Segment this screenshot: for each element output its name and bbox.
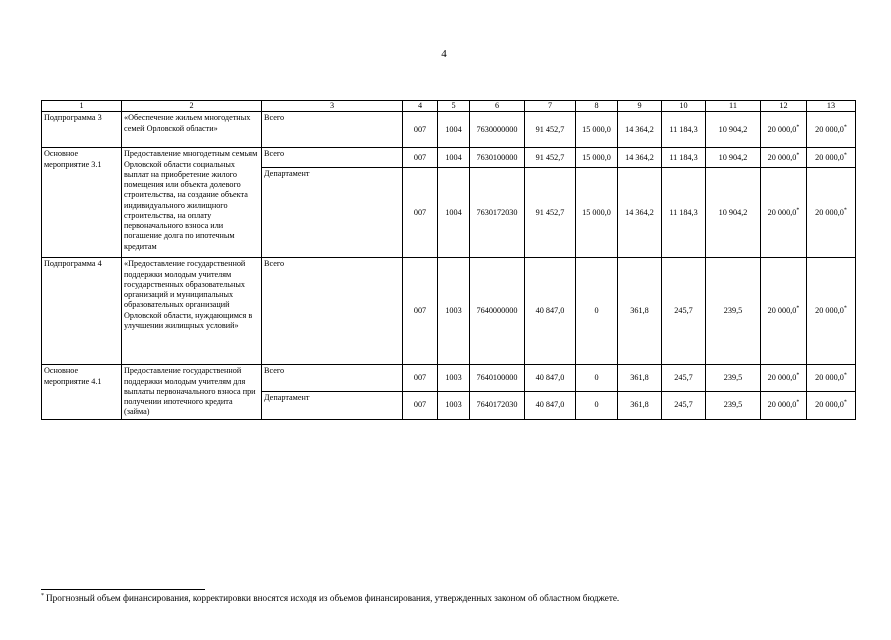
header-cell: 12 — [761, 101, 807, 112]
table-header-row — [42, 101, 856, 112]
financing-table — [41, 100, 856, 420]
amount-y4: 10 904,2 — [706, 168, 761, 258]
item-name: Предоставление государственной поддержки молодым учителям для выплаты первоначального взноса при получении ипотечного кредита (займа) — [122, 365, 262, 419]
amount-value: 20 000,0 — [767, 373, 797, 383]
forecast-asterisk: * — [843, 399, 847, 406]
amount-y1: 15 000,0 — [576, 112, 618, 148]
header-cell: 5 — [438, 101, 470, 112]
header-cell: 6 — [470, 101, 525, 112]
amount-y4: 10 904,2 — [706, 148, 761, 168]
funding-source: Всего — [262, 258, 403, 365]
item-code: Подпрограмма 4 — [42, 258, 122, 365]
forecast-asterisk: * — [796, 123, 800, 130]
amount-value: 20 000,0 — [767, 152, 797, 162]
item-name: Предоставление многодетным семьям Орловской области социальных выплат на приобретение жилого помещения или объекта долевого строительства, на создание объекта индивидуального жилищного строительства, на оплату первоначального взноса или погашение долга по ипотечным кредитам — [122, 148, 262, 258]
forecast-asterisk: * — [843, 305, 847, 312]
amount-y1: 15 000,0 — [576, 148, 618, 168]
forecast-asterisk: * — [843, 372, 847, 379]
amount-y2: 361,8 — [618, 392, 662, 419]
item-code: Основное мероприятие 4.1 — [42, 365, 122, 419]
amount-y4: 239,5 — [706, 392, 761, 419]
amount-y4: 239,5 — [706, 365, 761, 392]
header-cell: 11 — [706, 101, 761, 112]
amount-y5 — [761, 392, 807, 419]
amount-value: 20 000,0 — [767, 124, 797, 134]
header-cell: 13 — [807, 101, 856, 112]
amount-y3: 245,7 — [662, 365, 706, 392]
amount-y6 — [807, 392, 856, 419]
amount-y2: 361,8 — [618, 258, 662, 365]
csr-code: 7640000000 — [470, 258, 525, 365]
amount-y5 — [761, 168, 807, 258]
funding-source: Всего — [262, 148, 403, 168]
amount-y6 — [807, 258, 856, 365]
forecast-asterisk: * — [843, 206, 847, 213]
funding-source: Департамент — [262, 392, 403, 419]
amount-total: 91 452,7 — [525, 148, 576, 168]
rzpr-code: 1004 — [438, 148, 470, 168]
amount-y3: 11 184,3 — [662, 148, 706, 168]
amount-y4: 10 904,2 — [706, 112, 761, 148]
csr-code: 7630000000 — [470, 112, 525, 148]
amount-y2: 361,8 — [618, 365, 662, 392]
forecast-asterisk: * — [796, 305, 800, 312]
amount-value: 20 000,0 — [815, 400, 844, 410]
grbs-code: 007 — [403, 168, 438, 258]
funding-source: Всего — [262, 112, 403, 148]
amount-value: 20 000,0 — [767, 207, 797, 217]
funding-source: Департамент — [262, 168, 403, 258]
amount-y1: 0 — [576, 392, 618, 419]
forecast-asterisk: * — [796, 151, 800, 158]
amount-y2: 14 364,2 — [618, 112, 662, 148]
amount-value: 20 000,0 — [815, 306, 844, 316]
rzpr-code: 1004 — [438, 112, 470, 148]
grbs-code: 007 — [403, 112, 438, 148]
table-row — [42, 365, 856, 392]
rzpr-code: 1003 — [438, 392, 470, 419]
amount-y3: 11 184,3 — [662, 168, 706, 258]
amount-y6 — [807, 148, 856, 168]
rzpr-code: 1003 — [438, 365, 470, 392]
item-name: «Обеспечение жильем многодетных семей Орловской области» — [122, 112, 262, 148]
amount-total: 91 452,7 — [525, 112, 576, 148]
item-code: Подпрограмма 3 — [42, 112, 122, 148]
amount-value: 20 000,0 — [815, 152, 844, 162]
amount-value: 20 000,0 — [815, 124, 844, 134]
amount-total: 91 452,7 — [525, 168, 576, 258]
grbs-code: 007 — [403, 365, 438, 392]
amount-y6 — [807, 168, 856, 258]
footnote-marker: * — [41, 592, 44, 599]
header-cell: 9 — [618, 101, 662, 112]
csr-code: 7630172030 — [470, 168, 525, 258]
amount-y2: 14 364,2 — [618, 168, 662, 258]
amount-total: 40 847,0 — [525, 365, 576, 392]
footnote-divider — [41, 589, 205, 590]
amount-total: 40 847,0 — [525, 258, 576, 365]
amount-value: 20 000,0 — [815, 207, 844, 217]
forecast-asterisk: * — [796, 399, 800, 406]
header-cell: 2 — [122, 101, 262, 112]
grbs-code: 007 — [403, 258, 438, 365]
csr-code: 7630100000 — [470, 148, 525, 168]
header-cell: 1 — [42, 101, 122, 112]
amount-y6 — [807, 365, 856, 392]
amount-y5 — [761, 148, 807, 168]
header-cell: 8 — [576, 101, 618, 112]
header-cell: 7 — [525, 101, 576, 112]
amount-value: 20 000,0 — [767, 400, 797, 410]
amount-y1: 0 — [576, 365, 618, 392]
amount-total: 40 847,0 — [525, 392, 576, 419]
rzpr-code: 1004 — [438, 168, 470, 258]
forecast-asterisk: * — [843, 123, 847, 130]
amount-y5 — [761, 258, 807, 365]
page-number: 4 — [441, 48, 447, 60]
amount-y1: 15 000,0 — [576, 168, 618, 258]
amount-y3: 11 184,3 — [662, 112, 706, 148]
table-row — [42, 258, 856, 365]
amount-y5 — [761, 365, 807, 392]
amount-y3: 245,7 — [662, 258, 706, 365]
header-cell: 4 — [403, 101, 438, 112]
table-row — [42, 148, 856, 168]
amount-y4: 239,5 — [706, 258, 761, 365]
forecast-asterisk: * — [843, 151, 847, 158]
amount-value: 20 000,0 — [815, 373, 844, 383]
amount-value: 20 000,0 — [767, 306, 797, 316]
amount-y1: 0 — [576, 258, 618, 365]
amount-y2: 14 364,2 — [618, 148, 662, 168]
grbs-code: 007 — [403, 392, 438, 419]
footnote — [41, 593, 841, 603]
item-name: «Предоставление государственной поддержки молодым учителям государственных образовательных организаций и муниципальных образовательных организаций Орловской области, нуждающимся в улучшении жилищных условий» — [122, 258, 262, 365]
item-code: Основное мероприятие 3.1 — [42, 148, 122, 258]
csr-code: 7640100000 — [470, 365, 525, 392]
amount-y3: 245,7 — [662, 392, 706, 419]
forecast-asterisk: * — [796, 206, 800, 213]
forecast-asterisk: * — [796, 372, 800, 379]
amount-y5 — [761, 112, 807, 148]
amount-y6 — [807, 112, 856, 148]
header-cell: 10 — [662, 101, 706, 112]
table-row — [42, 112, 856, 148]
rzpr-code: 1003 — [438, 258, 470, 365]
header-cell: 3 — [262, 101, 403, 112]
funding-source: Всего — [262, 365, 403, 392]
footnote-text: Прогнозный объем финансирования, корректировки вносятся исходя из объемов финансирования, утвержденных законом об областном бюджете. — [46, 593, 620, 603]
grbs-code: 007 — [403, 148, 438, 168]
csr-code: 7640172030 — [470, 392, 525, 419]
